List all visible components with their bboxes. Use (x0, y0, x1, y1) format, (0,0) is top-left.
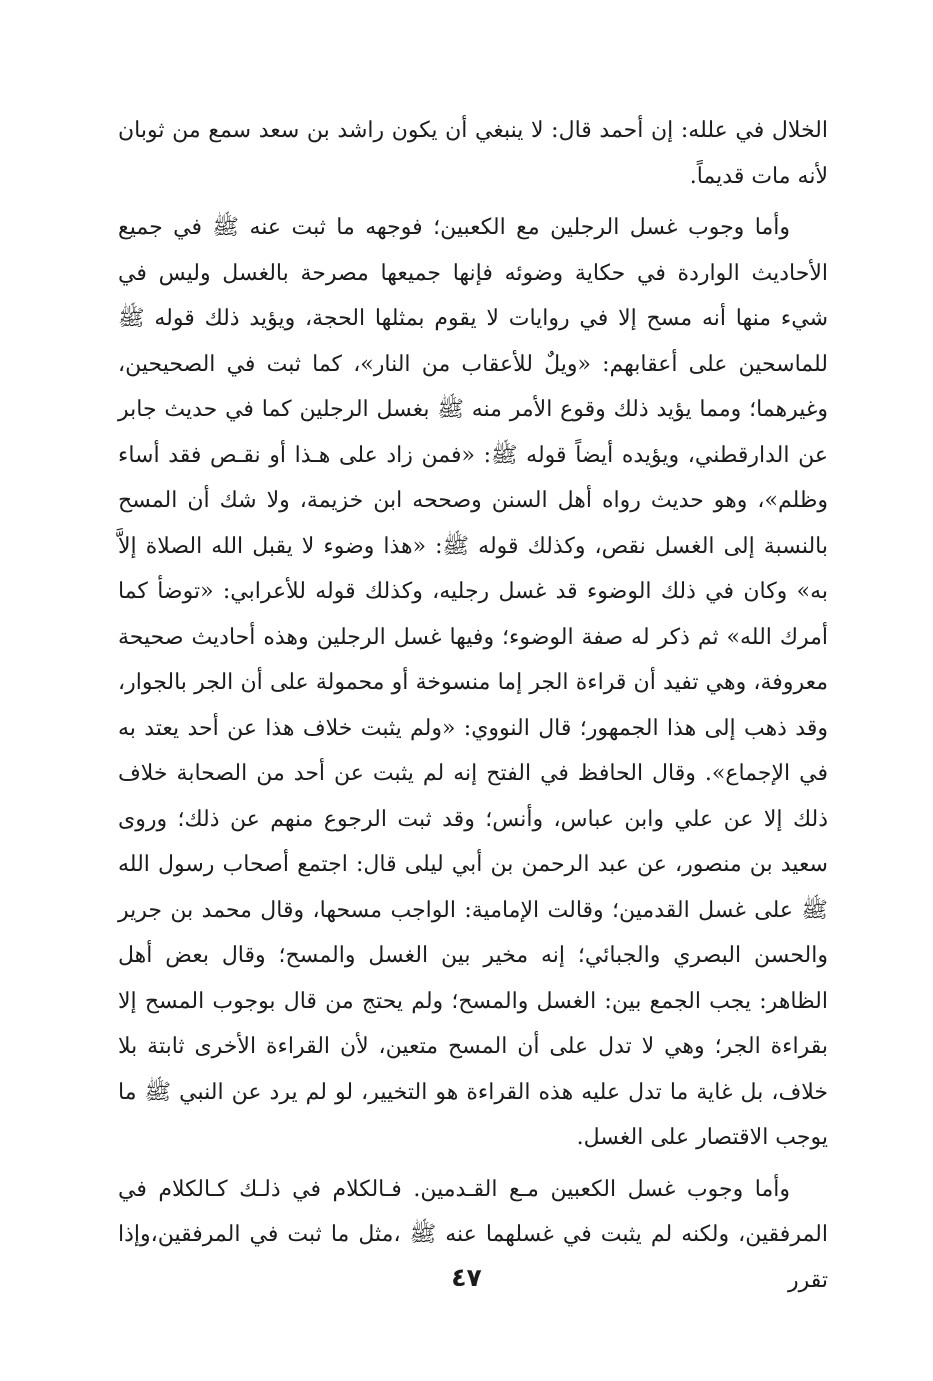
paragraph-opening-citation: الخلال في علله: إن أحمد قال: لا ينبغي أن يكون راشد بن سعد سمع من ثوبان لأنه مات قديماً. (118, 118, 828, 189)
paragraph-washing-ankles: وأما وجوب غسل الكعبين مـع القـدمين. فـالكلام في ذلـك كـالكلام في المرفقين، ولكنه لم يثبت في غسلهما عنه ﷺ ،مثل ما ثبت في المرفقين،وإذا تقرر (118, 1176, 828, 1293)
body-text (118, 108, 828, 1303)
page-number: ٤٧ (451, 1263, 482, 1292)
paragraph-washing-feet: وأما وجوب غسل الرجلين مع الكعبين؛ فوجهه ما ثبت عنه ﷺ في جميع الأحاديث الواردة في حكاية وضوئه فإنها جميعها مصرحة بالغسل وليس في شيء منها أنه مسح إلا في روايات لا يقوم بمثلها الحجة، ويؤيد ذلك قوله ﷺ للماسحين على أعقابهم: «ويلٌ للأعقاب من النار»، كما ثبت في الصحيحين، وغيرهما؛ ومما يؤيد ذلك وقوع الأمر منه ﷺ بغسل الرجلين كما في حديث جابر عن الدارقطني، ويؤيده أيضاً قوله ﷺ: «فمن زاد على هـذا أو نقـص فقد أساء وظلم»، وهو حديث رواه أهل السنن وصححه ابن خزيمة، ولا شك أن المسح بالنسبة إلى الغسل نقص، وكذلك قوله ﷺ: «هذا وضوء لا يقبل الله الصلاة إلاَّ به» وكان في ذلك الوضوء قد غسل رجليه، وكذلك قوله للأعرابي: «توضأ كما أمرك الله» ثم ذكر له صفة الوضوء؛ وفيها غسل الرجلين وهذه أحاديث صحيحة معروفة، وهي تفيد أن قراءة الجر إما منسوخة أو محمولة على أن الجر بالجوار، وقد ذهب إلى هذا الجمهور؛ قال النووي: «ولم يثبت خلاف هذا عن أحد يعتد به في الإجماع». وقال الحافظ في الفتح إنه لم يثبت عن أحد من الصحابة خلاف ذلك إلا عن علي وابن عباس، وأنس؛ وقد ثبت الرجوع منهم عن ذلك؛ وروى سعيد بن منصور، عن عبد الرحمن بن أبي ليلى قال: اجتمع أصحاب رسول الله ﷺ على غسل القدمين؛ وقالت الإمامية: الواجب مسحها، وقال محمد بن جرير والحسن البصري والجبائي؛ إنه مخير بين الغسل والمسح؛ وقال بعض أهل الظاهر: يجب الجمع بين: الغسل والمسح؛ ولم يحتج من قال بوجوب المسح إلا بقراءة الجر؛ وهي لا تدل على أن المسح متعين، لأن القراءة الأخرى ثابتة بلا خلاف، بل غاية ما تدل عليه هذه القراءة هو التخيير، لو لم يرد عن النبي ﷺ ما يوجب الاقتصار على الغسل. (118, 215, 828, 1150)
